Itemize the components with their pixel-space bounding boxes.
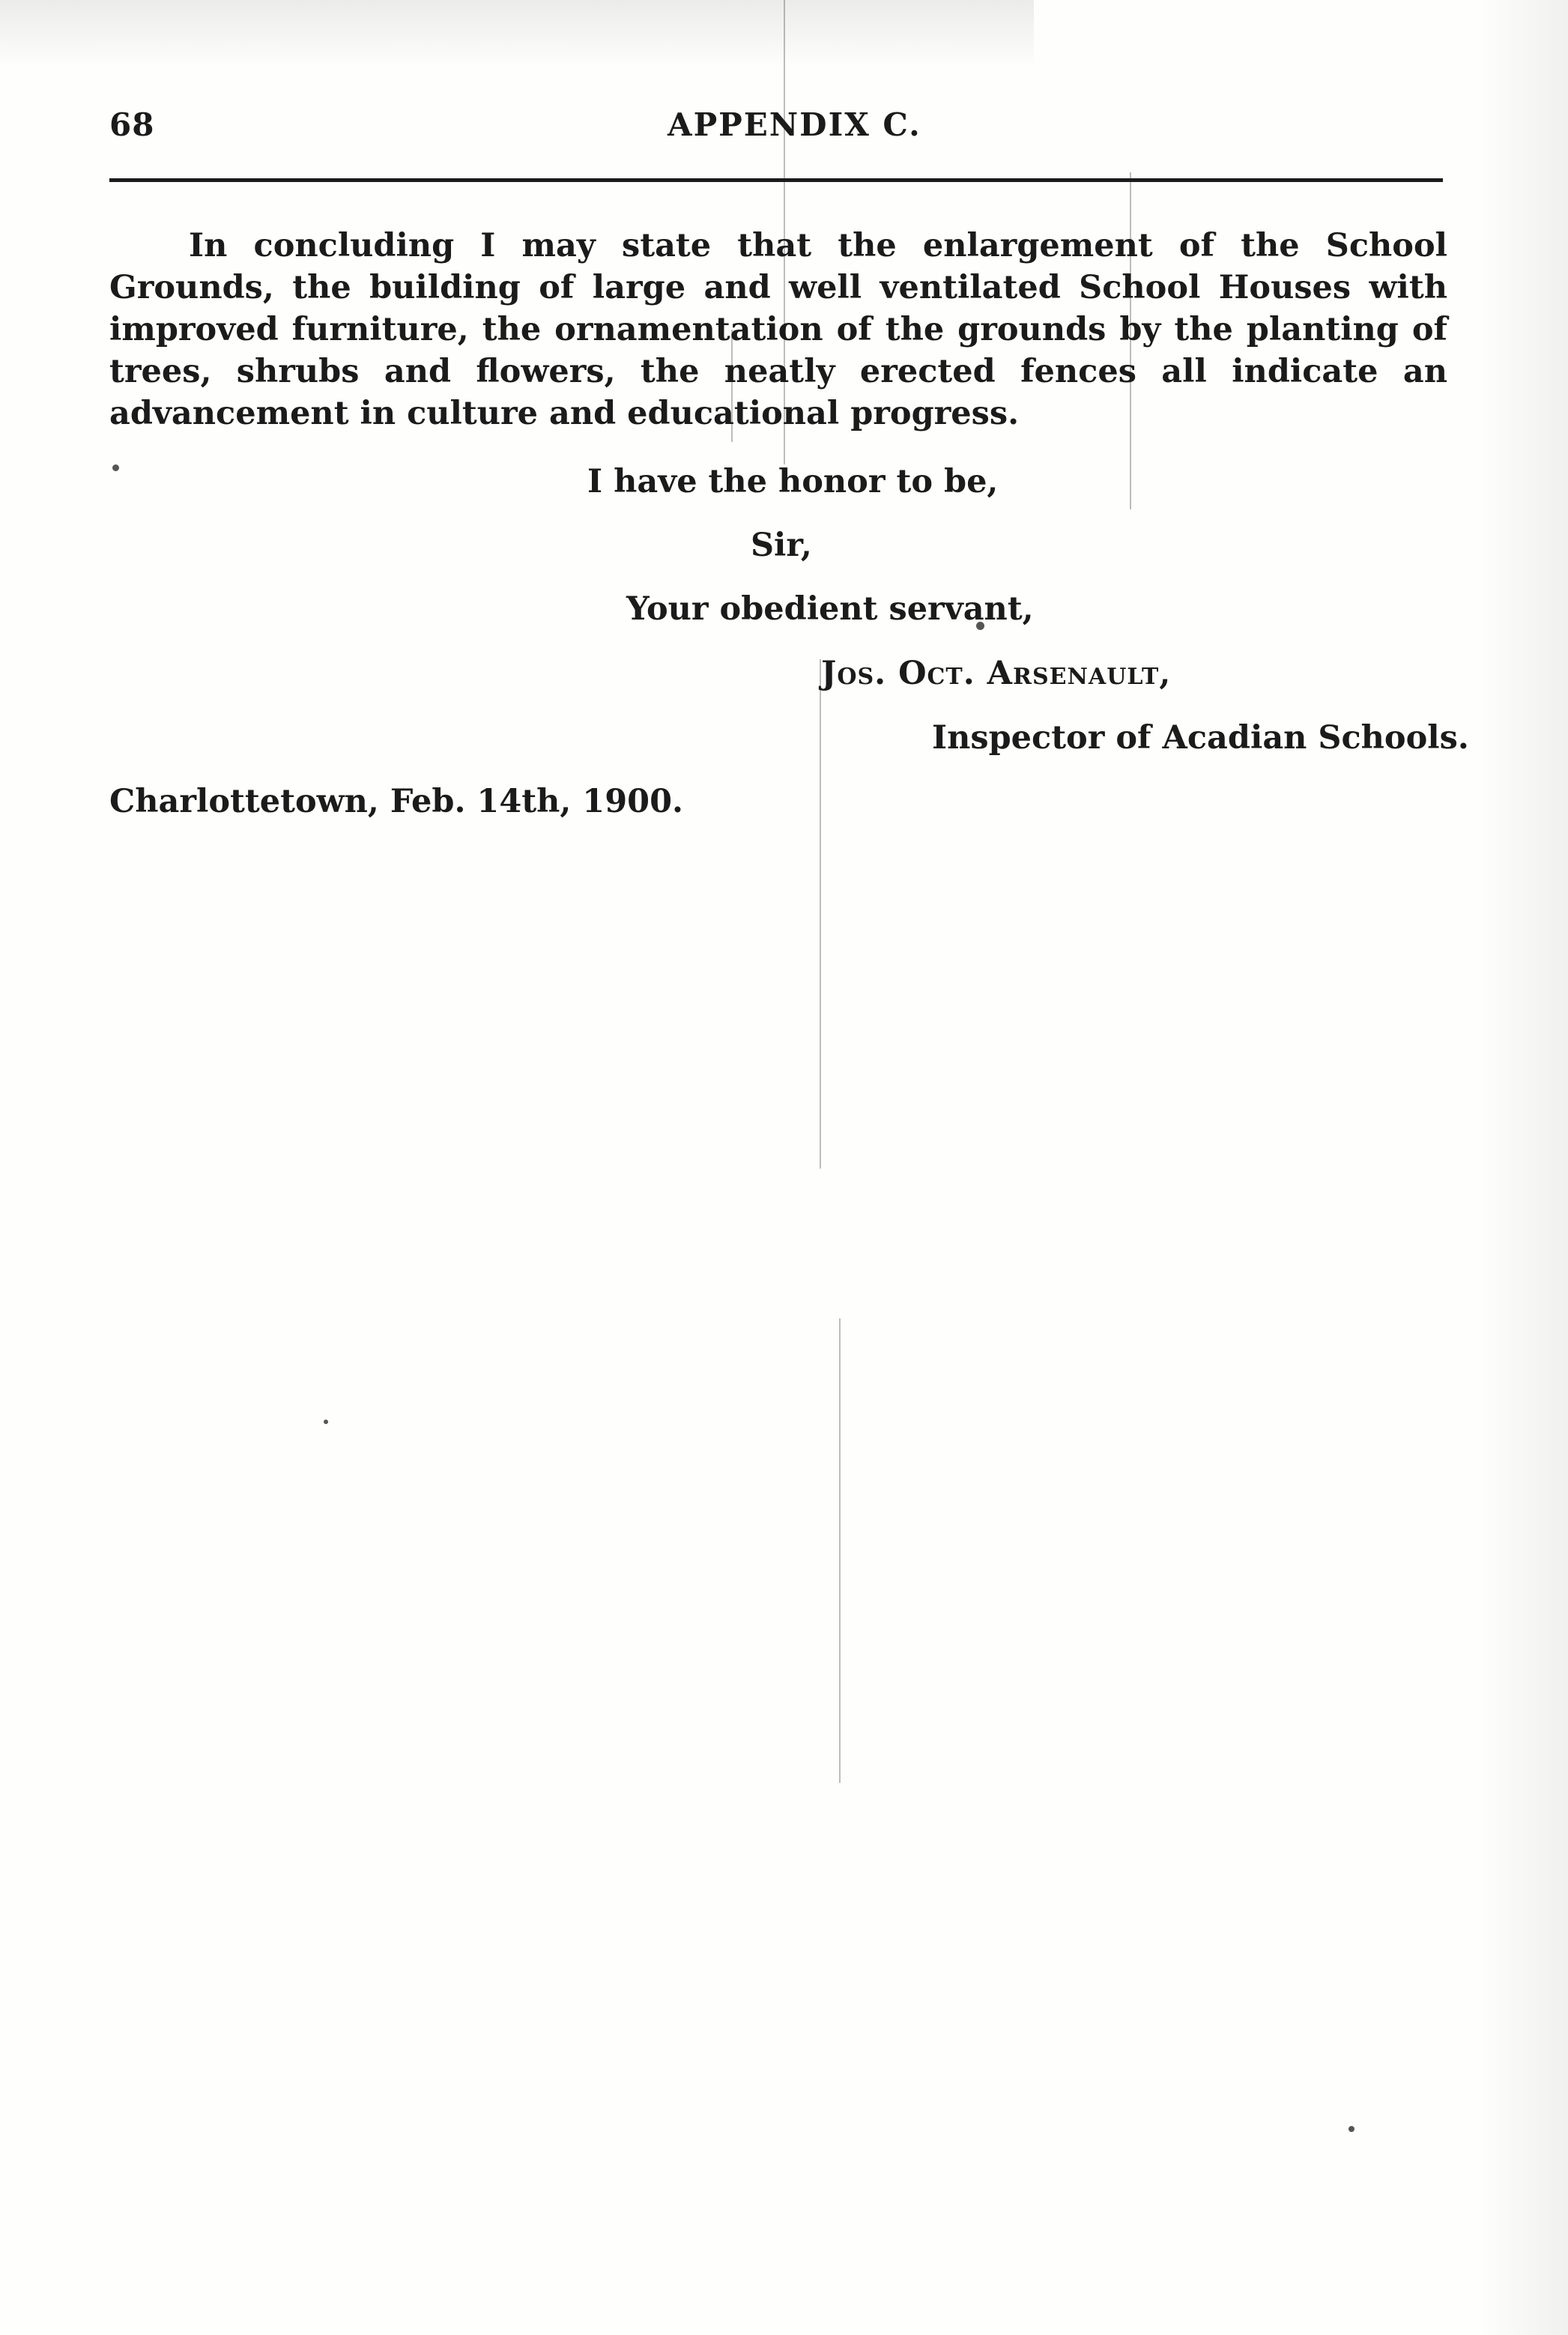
header-rule xyxy=(109,178,1443,182)
page-header xyxy=(109,106,1443,151)
scan-edge-shadow xyxy=(1478,0,1568,2335)
scan-speck xyxy=(324,1420,328,1424)
scan-artifact-line xyxy=(820,659,821,1169)
closing-line-sir: Sir, xyxy=(751,527,812,564)
scan-speck xyxy=(112,464,119,471)
scan-speck xyxy=(1348,2126,1354,2132)
dateline: Charlottetown, Feb. 14th, 1900. xyxy=(109,783,683,820)
signature-name: Jos. Oct. Arsenault, xyxy=(821,655,1172,692)
running-head: APPENDIX C. xyxy=(668,106,921,143)
signature-title: Inspector of Acadian Schools. xyxy=(932,719,1469,757)
scan-artifact-line xyxy=(839,1318,841,1783)
body-paragraph: In concluding I may state that the enlargement of the School Grounds, the building of large and well ventilated School Houses with improved furniture, the ornamentation of the grounds by the planting of trees, shrubs and flowers, the neatly erected fences all indicate an advancement in culture and educational progress. xyxy=(109,227,1447,432)
closing-line-honor: I have the honor to be, xyxy=(587,463,999,500)
closing-line-servant: Your obedient servant, xyxy=(626,590,1034,628)
scan-shading xyxy=(0,0,1034,67)
page-number: 68 xyxy=(109,106,155,143)
